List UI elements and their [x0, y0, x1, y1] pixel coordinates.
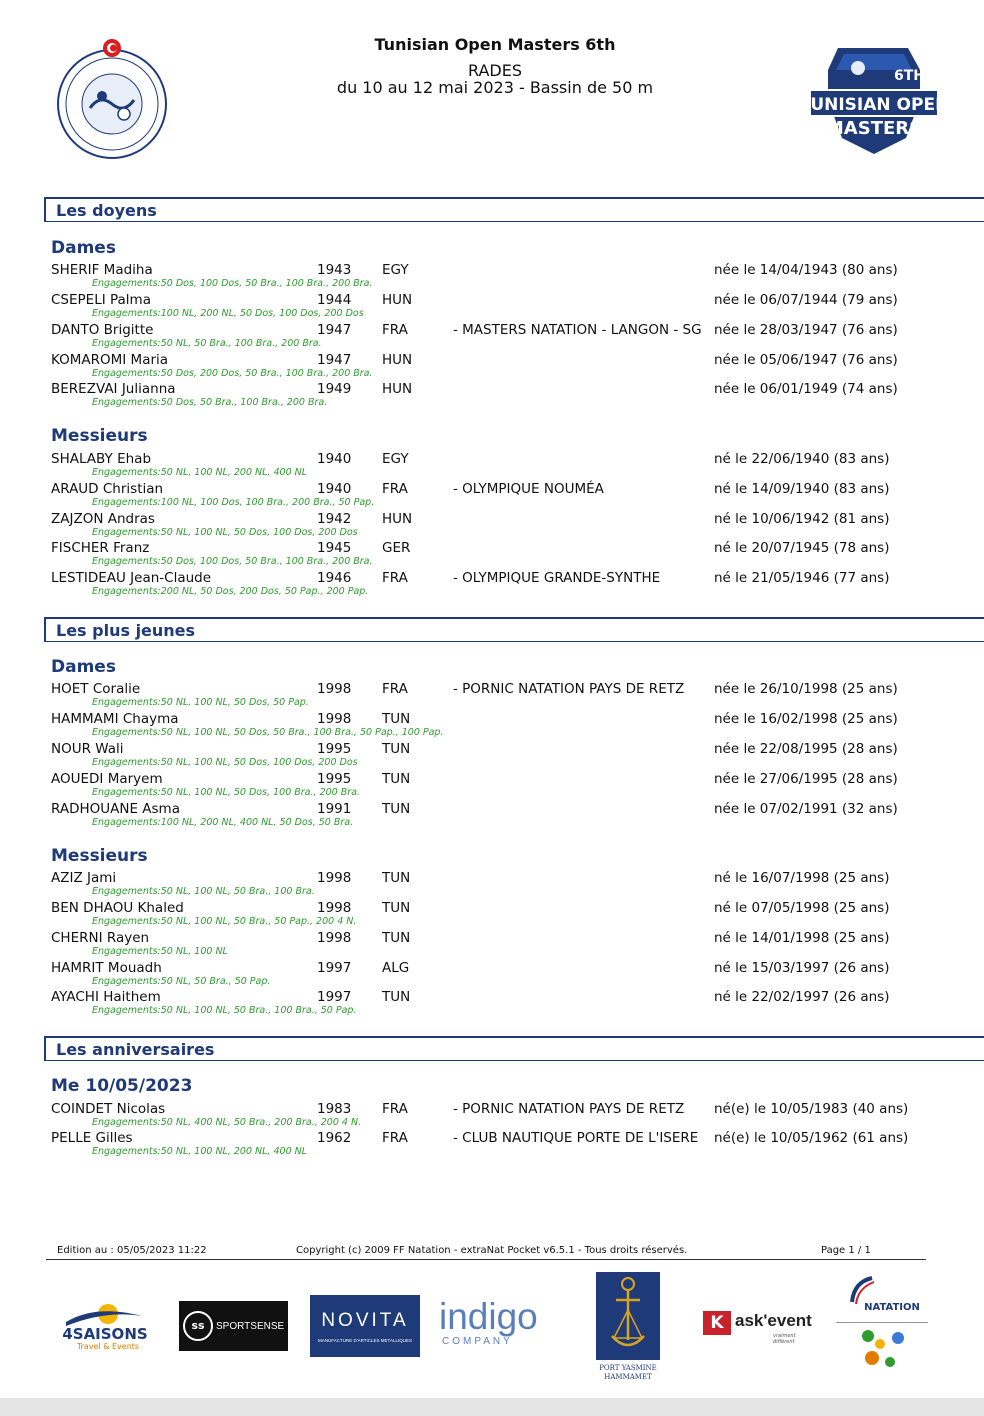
birth-year: 1995: [317, 771, 352, 787]
edition-date: Edition au : 05/05/2023 11:22: [57, 1245, 207, 1256]
swimmer-name: BEN DHAOU Khaled: [51, 900, 184, 916]
section-header-doyens: [44, 197, 984, 222]
engagements: Engagements:50 NL, 100 NL, 50 Dos, 100 Dos, 200 Dos: [92, 527, 358, 538]
birth-year: 1998: [317, 870, 352, 886]
birth-year: 1997: [317, 960, 352, 976]
swimmer-name: AOUEDI Maryem: [51, 771, 163, 787]
nationality: FRA: [382, 1130, 408, 1146]
sportsense-mark-icon: ss: [183, 1311, 213, 1341]
birth-year: 1940: [317, 481, 352, 497]
swimmer-name: PELLE Gilles: [51, 1130, 133, 1146]
swimmer-name: FISCHER Franz: [51, 540, 150, 556]
group-title-dames: Dames: [51, 657, 116, 677]
club: - OLYMPIQUE NOUMÉA: [453, 481, 604, 497]
swimmer-row: [0, 292, 984, 322]
section-header-plus-jeunes: [44, 617, 984, 642]
swimmer-name: CSEPELI Palma: [51, 292, 151, 308]
nationality: HUN: [382, 292, 413, 308]
sponsor-novita-text: NOVITA: [321, 1310, 409, 1331]
club: - OLYMPIQUE GRANDE-SYNTHE: [453, 570, 661, 586]
engagements: Engagements:50 NL, 100 NL, 50 Dos, 50 Pap.: [92, 697, 309, 708]
badge-number: 6TH: [894, 68, 926, 84]
engagements: Engagements:50 NL, 100 NL, 50 Bra., 100 Bra., 50 Pap.: [92, 1005, 357, 1016]
sponsor-askevent-sub: vraiment différent: [773, 1333, 796, 1345]
nationality: GER: [382, 540, 411, 556]
nationality: TUN: [382, 989, 411, 1005]
section-title: Les anniversaires: [56, 1040, 215, 1059]
birth-date: né le 21/05/1946 (77 ans): [714, 570, 890, 586]
birth-date: née le 05/06/1947 (76 ans): [714, 352, 898, 368]
nationality: TUN: [382, 741, 411, 757]
sponsor-sportsense-text: SPORTSENSE: [216, 1320, 285, 1332]
engagements: Engagements:50 NL, 100 NL, 50 Dos, 50 Bra., 100 Bra., 50 Pap., 100 Pap.: [92, 727, 444, 738]
engagements: Engagements:50 Dos, 100 Dos, 50 Bra., 100 Bra., 200 Bra.: [92, 278, 373, 289]
swimmer-row: [0, 900, 984, 930]
sponsor-port-line2: HAMMAMET: [604, 1373, 652, 1381]
swimmer-name: KOMAROMI Maria: [51, 352, 169, 368]
page-number: Page 1 / 1: [821, 1245, 871, 1256]
birth-date: né le 14/09/1940 (83 ans): [714, 481, 890, 497]
swimmer-name: COINDET Nicolas: [51, 1101, 166, 1117]
sponsor-4saisons-logo: [46, 1296, 164, 1354]
sponsor-4saisons-text: 4SAISONS: [62, 1325, 148, 1343]
copyright: Copyright (c) 2009 FF Natation - extraNat Pocket v6.5.1 - Tous droits réservés.: [296, 1245, 688, 1256]
birth-year: 1983: [317, 1101, 352, 1117]
birth-date: née le 07/02/1991 (32 ans): [714, 801, 898, 817]
sponsor-novita-sub: MANUFACTURE D'ARTICLES METALLIQUES: [318, 1338, 412, 1343]
askevent-k-icon: K: [703, 1311, 731, 1335]
birth-year: 1998: [317, 711, 352, 727]
birth-date: née le 28/03/1947 (76 ans): [714, 322, 898, 338]
sponsor-sportsense-logo: [179, 1301, 288, 1351]
swimmer-name: SHALABY Ehab: [51, 451, 152, 467]
swimmer-name: DANTO Brigitte: [51, 322, 154, 338]
birth-date: né le 14/01/1998 (25 ans): [714, 930, 890, 946]
swimmer-name: NOUR Wali: [51, 741, 124, 757]
club: - CLUB NAUTIQUE PORTE DE L'ISERE: [453, 1130, 699, 1146]
swimmer-row: [0, 511, 984, 541]
engagements: Engagements:100 NL, 200 NL, 50 Dos, 100 Dos, 200 Dos: [92, 308, 364, 319]
nationality: TUN: [382, 771, 411, 787]
section-title: Les plus jeunes: [56, 621, 196, 640]
birth-year: 1995: [317, 741, 352, 757]
swimmer-name: AZIZ Jami: [51, 870, 117, 886]
birth-date: née le 14/04/1943 (80 ans): [714, 262, 898, 278]
nationality: HUN: [382, 352, 413, 368]
birth-year: 1998: [317, 681, 352, 697]
birth-year: 1944: [317, 292, 352, 308]
engagements: Engagements:50 Dos, 100 Dos, 50 Bra., 100 Bra., 200 Bra.: [92, 556, 373, 567]
swimmer-row: [0, 870, 984, 900]
nationality: HUN: [382, 511, 413, 527]
birth-year: 1962: [317, 1130, 352, 1146]
sponsor-natation-logo: [832, 1272, 932, 1378]
birth-date: née le 22/08/1995 (28 ans): [714, 741, 898, 757]
swimmer-name: ARAUD Christian: [51, 481, 164, 497]
birth-year: 1946: [317, 570, 352, 586]
swimmer-name: SHERIF Madiha: [51, 262, 153, 278]
engagements: Engagements:50 NL, 100 NL, 200 NL, 400 NL: [92, 467, 308, 478]
sponsor-port-yasmine-logo: [590, 1270, 666, 1382]
nationality: FRA: [382, 322, 408, 338]
sponsor-novita-logo: [310, 1295, 420, 1357]
sponsor-natation-text: NATATION: [864, 1302, 920, 1313]
engagements: Engagements:50 NL, 100 NL, 50 Bra., 100 Bra.: [92, 886, 315, 897]
footer-divider: [46, 1259, 926, 1260]
viewer-bottom-bar: [0, 1398, 984, 1416]
sponsor-indigo-sub: COMPANY: [442, 1336, 513, 1347]
badge-line1: TUNISIAN OPEN: [798, 95, 950, 115]
swimmer-row: [0, 451, 984, 481]
nationality: FRA: [382, 570, 408, 586]
swimmer-row: [0, 960, 984, 990]
birth-date: né le 16/07/1998 (25 ans): [714, 870, 890, 886]
swimmer-row: [0, 930, 984, 960]
sponsor-askevent-text: ask'event: [735, 1311, 812, 1330]
meet-city: RADES: [468, 61, 522, 80]
group-title-date: Me 10/05/2023: [51, 1076, 193, 1096]
meet-dates: du 10 au 12 mai 2023 - Bassin de 50 m: [336, 78, 654, 97]
badge-line2: MASTERS: [825, 118, 923, 139]
engagements: Engagements:100 NL, 200 NL, 400 NL, 50 Dos, 50 Bra.: [92, 817, 354, 828]
nationality: EGY: [382, 262, 409, 278]
birth-year: 1943: [317, 262, 352, 278]
swimmer-row: [0, 570, 984, 600]
nationality: FRA: [382, 481, 408, 497]
birth-year: 1945: [317, 540, 352, 556]
engagements: Engagements:50 Dos, 200 Dos, 50 Bra., 100 Bra., 200 Bra.: [92, 368, 373, 379]
birth-date: née le 16/02/1998 (25 ans): [714, 711, 898, 727]
engagements: Engagements:100 NL, 100 Dos, 100 Bra., 200 Bra., 50 Pap.: [92, 497, 375, 508]
sponsor-askevent-logo: [703, 1307, 815, 1343]
swimmer-name: HOET Coralie: [51, 681, 141, 697]
swimmer-name: HAMRIT Mouadh: [51, 960, 162, 976]
club: - MASTERS NATATION - LANGON - SG: [453, 322, 702, 338]
section-title: Les doyens: [56, 201, 157, 220]
birth-year: 1949: [317, 381, 352, 397]
swimmer-row: [0, 540, 984, 570]
birth-date: né le 20/07/1945 (78 ans): [714, 540, 890, 556]
tunisian-open-masters-logo: [798, 42, 950, 158]
swimmer-row: [0, 322, 984, 352]
nationality: TUN: [382, 870, 411, 886]
swimmer-row: [0, 352, 984, 382]
birth-date: né(e) le 10/05/1983 (40 ans): [714, 1101, 909, 1117]
swimmer-name: LESTIDEAU Jean-Claude: [51, 570, 212, 586]
group-title-dames: Dames: [51, 238, 116, 258]
swimmer-row: [0, 989, 984, 1019]
birth-date: né le 22/02/1997 (26 ans): [714, 989, 890, 1005]
swimmer-name: AYACHI Haithem: [51, 989, 161, 1005]
swimmer-name: CHERNI Rayen: [51, 930, 150, 946]
swimmer-name: HAMMAMI Chayma: [51, 711, 179, 727]
swimmer-row: [0, 681, 984, 711]
engagements: Engagements:200 NL, 50 Dos, 200 Dos, 50 Pap., 200 Pap.: [92, 586, 369, 597]
swimmer-row: [0, 1130, 984, 1160]
nationality: ALG: [382, 960, 410, 976]
swimmer-row: [0, 262, 984, 292]
group-title-messieurs: Messieurs: [51, 846, 148, 866]
section-header-anniversaires: [44, 1036, 984, 1061]
nationality: TUN: [382, 711, 411, 727]
birth-date: née le 26/10/1998 (25 ans): [714, 681, 898, 697]
group-title-messieurs: Messieurs: [51, 426, 148, 446]
engagements: Engagements:50 NL, 100 NL, 50 Bra., 50 Pap., 200 4 N.: [92, 916, 357, 927]
birth-date: née le 27/06/1995 (28 ans): [714, 771, 898, 787]
engagements: Engagements:50 NL, 100 NL, 50 Dos, 100 Dos, 200 Dos: [92, 757, 358, 768]
sponsor-indigo-text: indigo: [439, 1296, 538, 1337]
nationality: HUN: [382, 381, 413, 397]
swimmer-name: RADHOUANE Asma: [51, 801, 180, 817]
birth-date: né le 15/03/1997 (26 ans): [714, 960, 890, 976]
engagements: Engagements:50 NL, 100 NL, 50 Dos, 100 Bra., 200 Bra.: [92, 787, 360, 798]
birth-date: né le 22/06/1940 (83 ans): [714, 451, 890, 467]
nationality: EGY: [382, 451, 409, 467]
swimmer-row: [0, 741, 984, 771]
club: - PORNIC NATATION PAYS DE RETZ: [453, 1101, 685, 1117]
birth-year: 1991: [317, 801, 352, 817]
engagements: Engagements:50 NL, 400 NL, 50 Bra., 200 Bra., 200 4 N.: [92, 1117, 362, 1128]
sponsor-port-line1: PORT YASMINE: [599, 1364, 657, 1372]
swimmer-row: [0, 771, 984, 801]
birth-date: né le 10/06/1942 (81 ans): [714, 511, 890, 527]
sponsor-4saisons-sub: Travel & Events: [76, 1342, 140, 1351]
birth-year: 1947: [317, 322, 352, 338]
birth-year: 1940: [317, 451, 352, 467]
engagements: Engagements:50 NL, 100 NL, 200 NL, 400 NL: [92, 1146, 308, 1157]
sponsor-indigo-logo: [439, 1298, 555, 1354]
swimmer-row: [0, 801, 984, 831]
nationality: TUN: [382, 900, 411, 916]
birth-date: né(e) le 10/05/1962 (61 ans): [714, 1130, 909, 1146]
swimmer-row: [0, 711, 984, 741]
swimmer-row: [0, 381, 984, 411]
meet-title: Tunisian Open Masters 6th: [374, 35, 616, 54]
ftn-logo: [52, 38, 172, 160]
club: - PORNIC NATATION PAYS DE RETZ: [453, 681, 685, 697]
birth-year: 1942: [317, 511, 352, 527]
engagements: Engagements:50 NL, 50 Bra., 100 Bra., 200 Bra.: [92, 338, 322, 349]
birth-year: 1998: [317, 900, 352, 916]
nationality: FRA: [382, 1101, 408, 1117]
engagements: Engagements:50 NL, 100 NL: [92, 946, 228, 957]
swimmer-name: BEREZVAI Julianna: [51, 381, 176, 397]
swimmer-row: [0, 1101, 984, 1131]
engagements: Engagements:50 NL, 50 Bra., 50 Pap.: [92, 976, 271, 987]
birth-year: 1998: [317, 930, 352, 946]
engagements: Engagements:50 Dos, 50 Bra., 100 Bra., 200 Bra.: [92, 397, 328, 408]
swimmer-row: [0, 481, 984, 511]
nationality: FRA: [382, 681, 408, 697]
birth-year: 1947: [317, 352, 352, 368]
birth-date: né le 07/05/1998 (25 ans): [714, 900, 890, 916]
nationality: TUN: [382, 930, 411, 946]
nationality: TUN: [382, 801, 411, 817]
birth-year: 1997: [317, 989, 352, 1005]
birth-date: née le 06/01/1949 (74 ans): [714, 381, 898, 397]
swimmer-name: ZAJZON Andras: [51, 511, 155, 527]
birth-date: née le 06/07/1944 (79 ans): [714, 292, 898, 308]
